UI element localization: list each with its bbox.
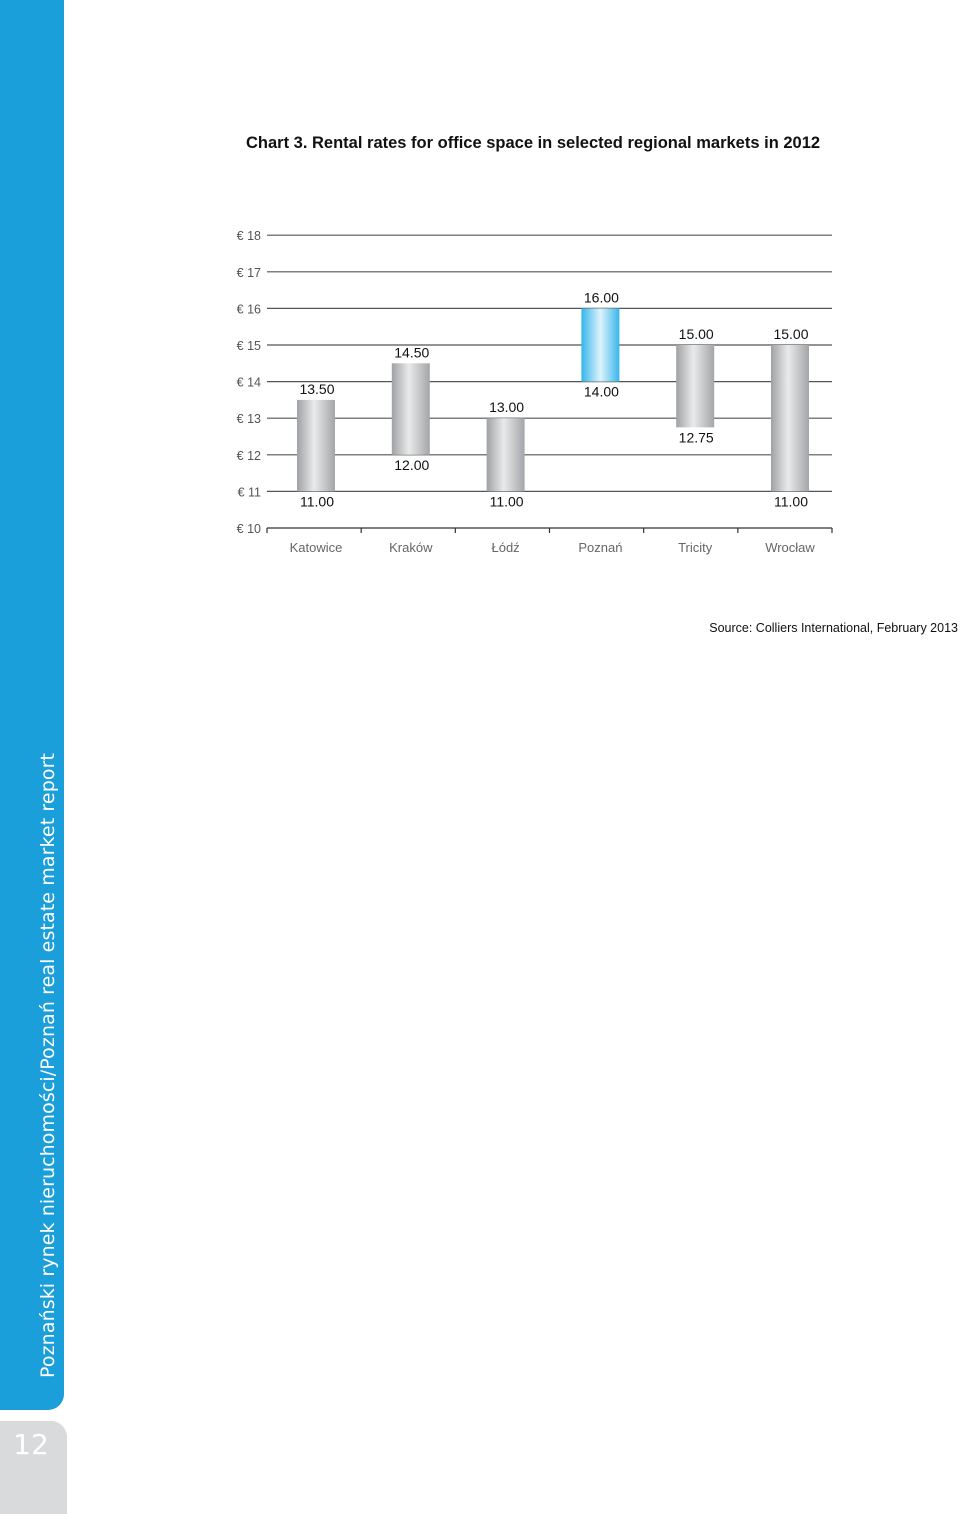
max-value-label: 13.00 xyxy=(489,399,525,416)
range-bar xyxy=(581,308,619,381)
x-category-label: Wrocław xyxy=(765,540,815,555)
y-tick-label: € 18 xyxy=(236,229,261,244)
y-tick-label: € 11 xyxy=(237,485,261,500)
source-note: Source: Colliers International, February 2013 xyxy=(709,621,958,635)
y-tick-label: € 10 xyxy=(236,522,261,536)
min-value-label: 11.00 xyxy=(300,493,334,510)
y-tick-label: € 17 xyxy=(236,265,261,280)
range-bar xyxy=(771,345,809,491)
range-bar-chart xyxy=(0,0,960,600)
x-category-label: Kraków xyxy=(389,540,433,555)
side-title: Poznański rynek nieruchomości/Poznań real estate market report xyxy=(37,752,59,1378)
y-tick-label: € 13 xyxy=(236,412,261,427)
range-bar xyxy=(392,363,430,455)
max-value-label: 14.50 xyxy=(394,344,430,361)
range-bar xyxy=(487,418,525,491)
min-value-label: 14.00 xyxy=(583,383,619,400)
x-category-label: Katowice xyxy=(289,540,343,555)
min-value-label: 11.00 xyxy=(774,493,808,510)
x-category-label: Łódź xyxy=(491,540,520,555)
min-value-label: 11.00 xyxy=(489,493,524,510)
range-bar xyxy=(297,400,335,492)
range-bar xyxy=(676,345,714,427)
y-tick-label: € 16 xyxy=(236,302,261,317)
y-tick-label: € 14 xyxy=(236,375,261,390)
chart-title: Chart 3. Rental rates for office space in selected regional markets in 2012 xyxy=(246,134,821,152)
max-value-label: 15.00 xyxy=(773,326,809,342)
max-value-label: 15.00 xyxy=(678,326,714,342)
min-value-label: 12.75 xyxy=(678,429,714,446)
max-value-label: 13.50 xyxy=(299,380,335,397)
x-category-label: Tricity xyxy=(678,540,713,555)
max-value-label: 16.00 xyxy=(583,289,619,306)
page-number: 12 xyxy=(13,1428,49,1461)
y-tick-label: € 15 xyxy=(236,339,261,353)
y-tick-label: € 12 xyxy=(236,448,261,463)
min-value-label: 12.00 xyxy=(394,456,430,473)
x-category-label: Poznań xyxy=(578,540,623,555)
